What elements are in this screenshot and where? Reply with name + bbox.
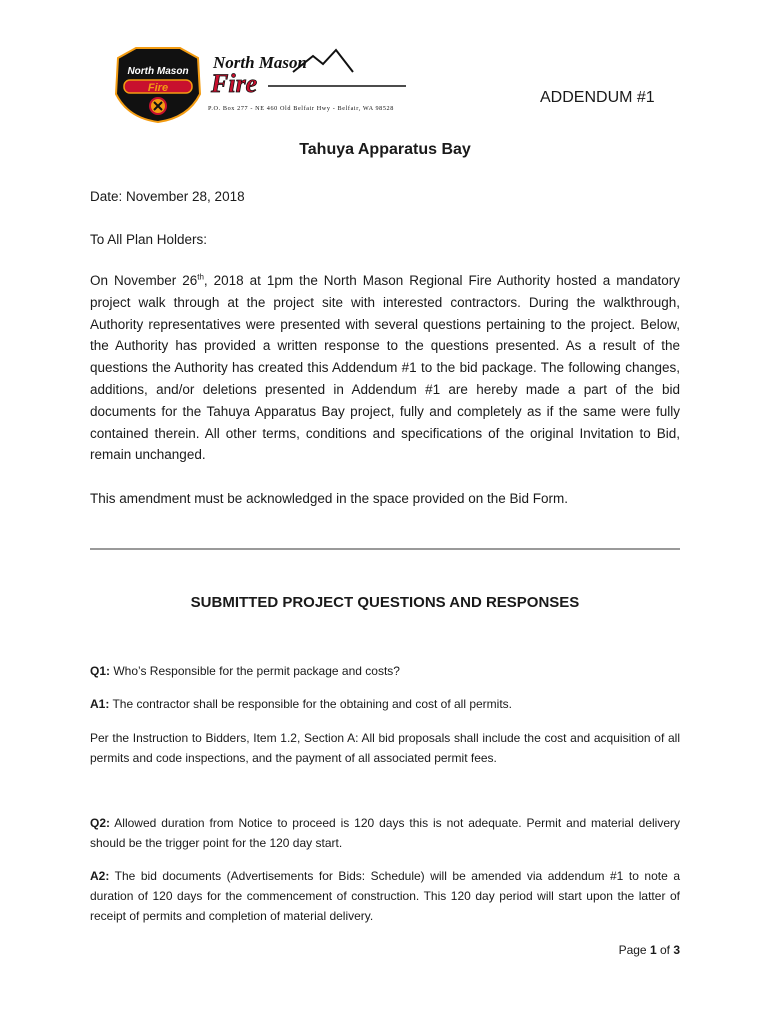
document-date: Date: November 28, 2018 <box>90 189 245 204</box>
answer-1-detail: Per the Instruction to Bidders, Item 1.2, Section A: All bid proposals shall include the cost and acquisition of all permits and code inspections, and the payment of all associated permit fees. <box>90 731 680 765</box>
section-title: SUBMITTED PROJECT QUESTIONS AND RESPONSES <box>190 594 580 611</box>
page-total: 3 <box>673 943 680 957</box>
page-of: of <box>656 943 674 957</box>
a1-label: A1: <box>90 697 110 711</box>
question-2 <box>90 813 680 853</box>
acknowledgement: This amendment must be acknowledged in the space provided on the Bid Form. <box>90 491 569 506</box>
page-current: 1 <box>649 943 657 957</box>
document-title: Tahuya Apparatus Bay <box>299 141 471 158</box>
q1-text: Who’s Responsible for the permit package and costs? <box>110 664 400 678</box>
a1-text: The contractor shall be responsible for the obtaining and cost of all permits. <box>109 697 513 711</box>
a2-label: A2: <box>90 869 110 883</box>
answer-2 <box>90 866 680 926</box>
a2-text: The bid documents (Advertisements for Bids: Schedule) will be amended via addendum #1 to note a duration of 120 days for the commencement of construction. This 120 day period will start upon the latter of receipt of permits and completion of material delivery. <box>90 869 680 923</box>
badge-word: Fire <box>147 82 169 94</box>
q2-text: Allowed duration from Notice to proceed is 120 days this is not adequate. Permit and material delivery should be the trigger point for the 120 day start. <box>90 816 680 850</box>
page-number <box>590 943 680 957</box>
intro-start: On November 26 <box>90 273 198 288</box>
q1-label: Q1: <box>90 664 111 678</box>
brand-address: P.O. Box 277 - NE 460 Old Belfair Hwy - Belfair, WA 98528 <box>208 105 394 112</box>
addendum-label: ADDENDUM #1 <box>540 89 655 106</box>
brand-line2: Fire <box>211 69 258 98</box>
intro-rest: , 2018 at 1pm the North Mason Regional Fire Authority hosted a mandatory project walk through at the project site with interested contractors. During the walkthrough, Authority representatives were presented with several questions pertaining to the project. Below, the Authority has provided a written response to the questions presented. As a result of the questions the Authority has created this Addendum #1 to the bid package. The following changes, additions, and/or deletions presented in Addendum #1 are hereby made a part of the bid documents for the Tahuya Apparatus Bay project, fully and completely as if the same were fully contained therein. All other terms, conditions and specifications of the original Invitation to Bid, remain unchanged. <box>90 273 680 463</box>
answer-1 <box>90 694 680 714</box>
brand-line1: North Mason <box>213 53 308 72</box>
question-1 <box>90 661 680 681</box>
intro-paragraph <box>90 270 680 466</box>
page-word: Page <box>618 943 650 957</box>
north-mason-fire-logo <box>108 44 408 124</box>
q2-label: Q2: <box>90 816 111 830</box>
intro-superscript: th <box>197 272 204 282</box>
section-divider <box>90 548 680 550</box>
greeting: To All Plan Holders: <box>90 232 208 247</box>
badge-text: North Mason <box>127 66 189 77</box>
